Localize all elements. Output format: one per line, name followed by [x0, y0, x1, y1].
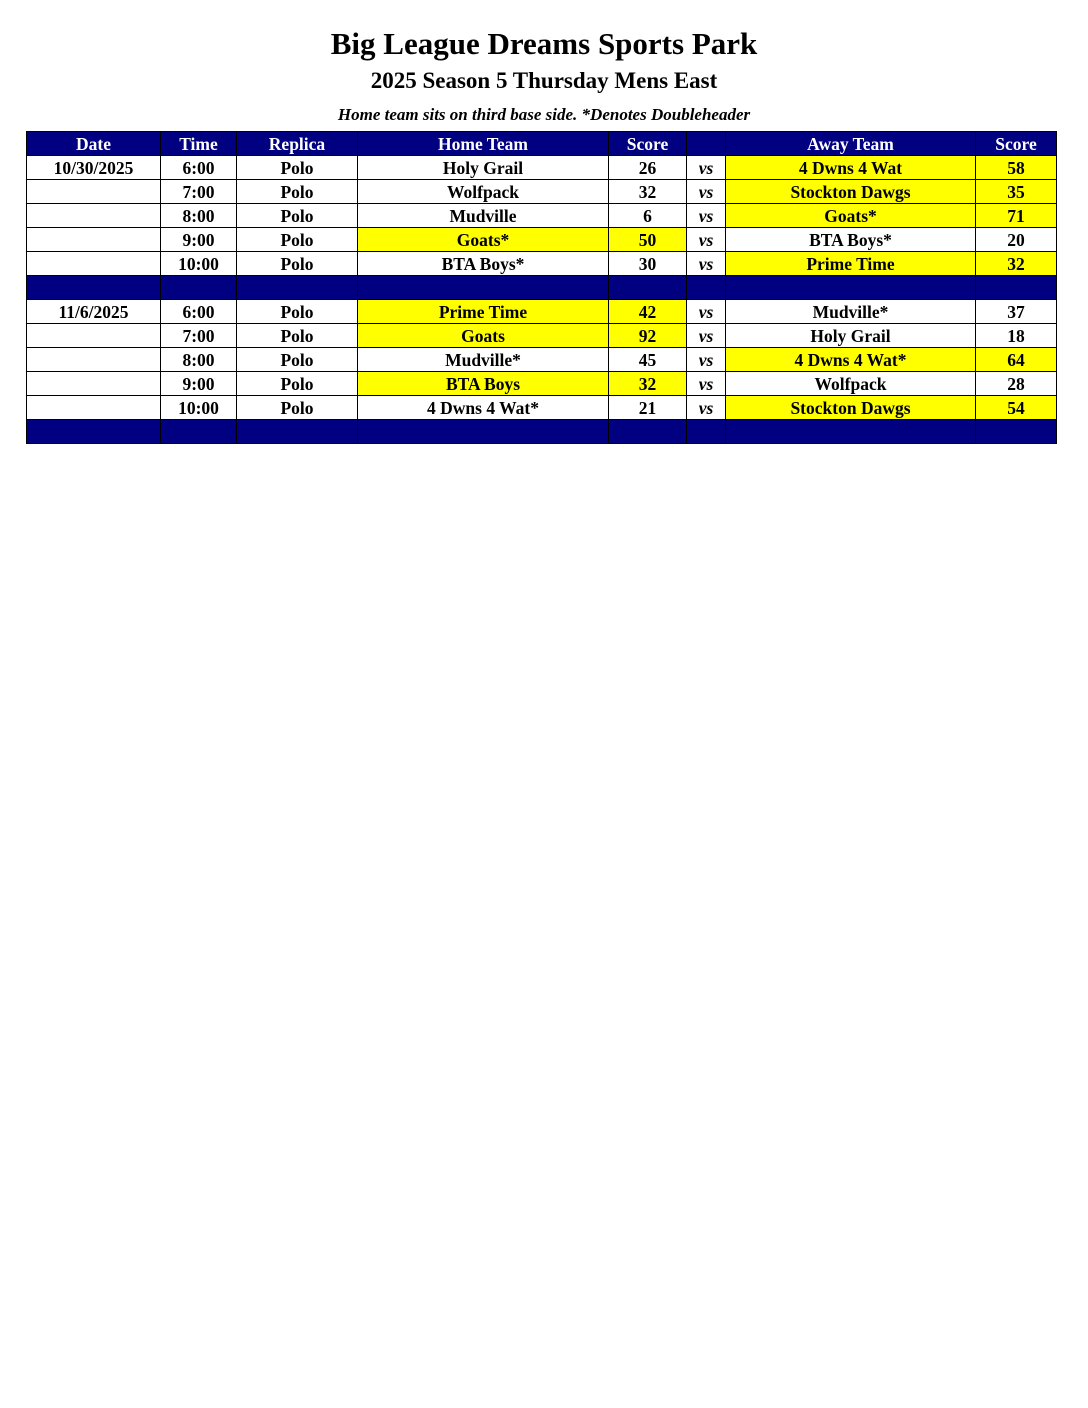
away-team-cell: Prime Time [726, 252, 976, 276]
week-separator-row [27, 420, 1057, 444]
away-score-cell: 32 [976, 252, 1057, 276]
separator-cell [27, 276, 161, 300]
date-cell [27, 372, 161, 396]
vs-cell: vs [687, 180, 726, 204]
away-team-cell: Goats* [726, 204, 976, 228]
away-team-cell: Mudville* [726, 300, 976, 324]
home-score-cell: 42 [609, 300, 687, 324]
time-cell: 8:00 [161, 348, 237, 372]
time-cell: 6:00 [161, 156, 237, 180]
game-row [27, 180, 1057, 204]
time-cell: 9:00 [161, 228, 237, 252]
away-team-cell: Stockton Dawgs [726, 180, 976, 204]
replica-cell: Polo [237, 396, 358, 420]
date-cell: 11/6/2025 [27, 300, 161, 324]
column-header-home-team: Home Team [358, 132, 609, 156]
replica-cell: Polo [237, 204, 358, 228]
game-row [27, 348, 1057, 372]
column-header-away-score: Score [976, 132, 1057, 156]
away-team-cell: Holy Grail [726, 324, 976, 348]
date-cell [27, 324, 161, 348]
vs-cell: vs [687, 372, 726, 396]
date-cell [27, 228, 161, 252]
separator-cell [161, 420, 237, 444]
home-team-cell: Goats [358, 324, 609, 348]
column-header-vs [687, 132, 726, 156]
vs-cell: vs [687, 324, 726, 348]
header-row [27, 132, 1057, 156]
home-score-cell: 92 [609, 324, 687, 348]
separator-cell [726, 420, 976, 444]
away-team-cell: Wolfpack [726, 372, 976, 396]
vs-cell: vs [687, 300, 726, 324]
separator-cell [161, 276, 237, 300]
separator-cell [726, 276, 976, 300]
replica-cell: Polo [237, 156, 358, 180]
vs-cell: vs [687, 204, 726, 228]
home-score-cell: 50 [609, 228, 687, 252]
date-cell [27, 396, 161, 420]
away-team-cell: BTA Boys* [726, 228, 976, 252]
column-header-away-team: Away Team [726, 132, 976, 156]
away-team-cell: 4 Dwns 4 Wat* [726, 348, 976, 372]
home-score-cell: 6 [609, 204, 687, 228]
time-cell: 6:00 [161, 300, 237, 324]
separator-cell [687, 420, 726, 444]
home-team-cell: BTA Boys [358, 372, 609, 396]
away-team-cell: Stockton Dawgs [726, 396, 976, 420]
vs-cell: vs [687, 396, 726, 420]
page-title: Big League Dreams Sports Park [330, 26, 758, 61]
separator-cell [687, 276, 726, 300]
game-row [27, 324, 1057, 348]
replica-cell: Polo [237, 228, 358, 252]
away-score-cell: 37 [976, 300, 1057, 324]
vs-cell: vs [687, 228, 726, 252]
schedule-table [26, 131, 1057, 444]
away-score-cell: 20 [976, 228, 1057, 252]
away-score-cell: 35 [976, 180, 1057, 204]
home-score-cell: 30 [609, 252, 687, 276]
date-cell [27, 348, 161, 372]
home-team-cell: Goats* [358, 228, 609, 252]
column-header-date: Date [27, 132, 161, 156]
away-score-cell: 64 [976, 348, 1057, 372]
game-row [27, 300, 1057, 324]
time-cell: 7:00 [161, 324, 237, 348]
home-score-cell: 21 [609, 396, 687, 420]
home-score-cell: 32 [609, 372, 687, 396]
date-cell [27, 252, 161, 276]
away-score-cell: 71 [976, 204, 1057, 228]
home-team-cell: Prime Time [358, 300, 609, 324]
vs-cell: vs [687, 252, 726, 276]
home-team-cell: Wolfpack [358, 180, 609, 204]
time-cell: 10:00 [161, 396, 237, 420]
separator-cell [358, 420, 609, 444]
replica-cell: Polo [237, 180, 358, 204]
game-row [27, 204, 1057, 228]
column-header-replica: Replica [237, 132, 358, 156]
column-header-time: Time [161, 132, 237, 156]
time-cell: 8:00 [161, 204, 237, 228]
game-row [27, 252, 1057, 276]
home-team-cell: Mudville [358, 204, 609, 228]
away-score-cell: 18 [976, 324, 1057, 348]
vs-cell: vs [687, 348, 726, 372]
separator-cell [976, 276, 1057, 300]
game-row [27, 156, 1057, 180]
away-score-cell: 54 [976, 396, 1057, 420]
separator-cell [27, 420, 161, 444]
separator-cell [237, 276, 358, 300]
date-cell: 10/30/2025 [27, 156, 161, 180]
date-cell [27, 180, 161, 204]
home-team-cell: Holy Grail [358, 156, 609, 180]
separator-cell [237, 420, 358, 444]
game-row [27, 372, 1057, 396]
separator-cell [358, 276, 609, 300]
separator-cell [976, 420, 1057, 444]
schedule-note: Home team sits on third base side. *Denotes Doubleheader [337, 105, 751, 124]
home-score-cell: 45 [609, 348, 687, 372]
away-team-cell: 4 Dwns 4 Wat [726, 156, 976, 180]
separator-cell [609, 276, 687, 300]
home-team-cell: BTA Boys* [358, 252, 609, 276]
separator-cell [609, 420, 687, 444]
home-score-cell: 26 [609, 156, 687, 180]
home-team-cell: 4 Dwns 4 Wat* [358, 396, 609, 420]
vs-cell: vs [687, 156, 726, 180]
replica-cell: Polo [237, 372, 358, 396]
time-cell: 9:00 [161, 372, 237, 396]
game-row [27, 396, 1057, 420]
replica-cell: Polo [237, 300, 358, 324]
home-team-cell: Mudville* [358, 348, 609, 372]
time-cell: 10:00 [161, 252, 237, 276]
game-row [27, 228, 1057, 252]
replica-cell: Polo [237, 324, 358, 348]
page-subtitle: 2025 Season 5 Thursday Mens East [370, 68, 718, 93]
replica-cell: Polo [237, 252, 358, 276]
date-cell [27, 204, 161, 228]
home-score-cell: 32 [609, 180, 687, 204]
week-separator-row [27, 276, 1057, 300]
column-header-home-score: Score [609, 132, 687, 156]
away-score-cell: 58 [976, 156, 1057, 180]
replica-cell: Polo [237, 348, 358, 372]
time-cell: 7:00 [161, 180, 237, 204]
away-score-cell: 28 [976, 372, 1057, 396]
